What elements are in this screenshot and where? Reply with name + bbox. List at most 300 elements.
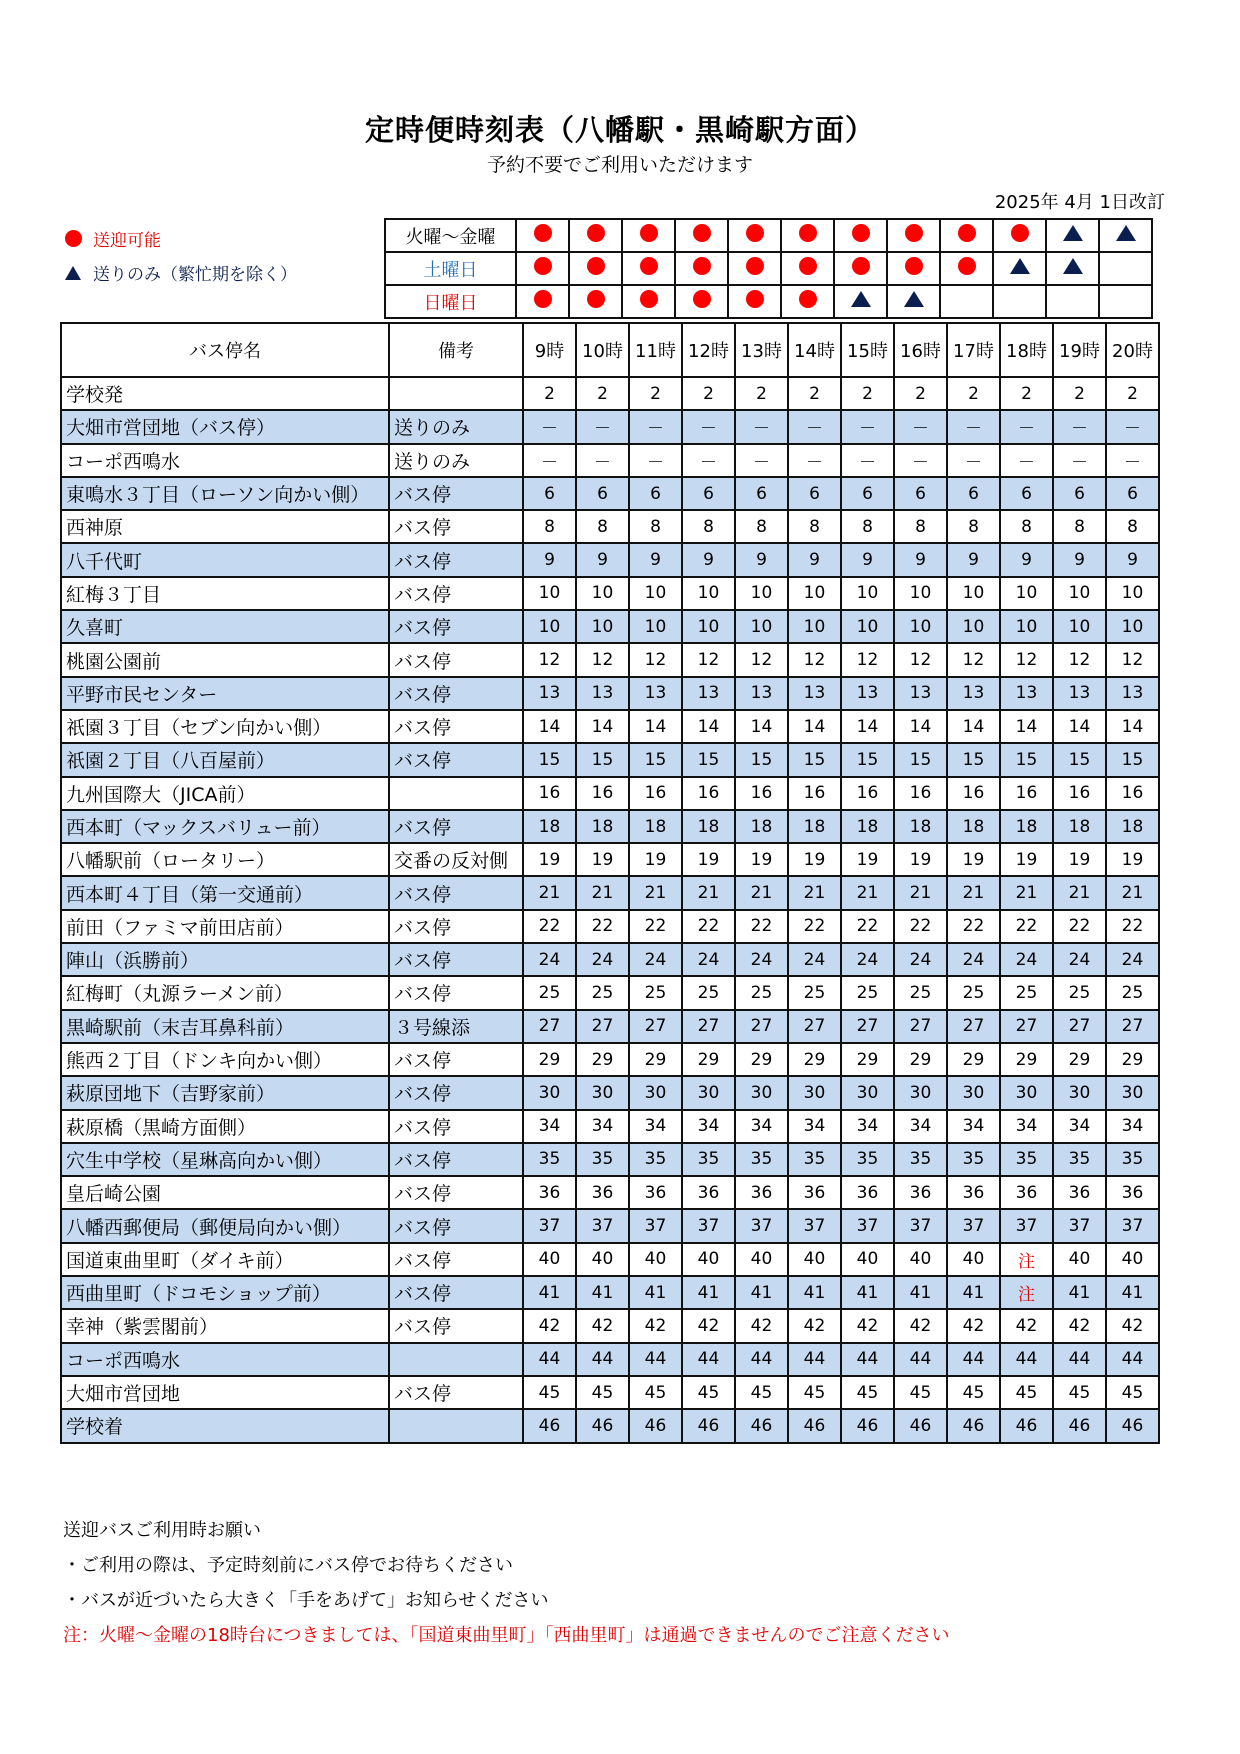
circle-icon [852, 257, 870, 275]
departure-minute: 34 [629, 1110, 682, 1143]
departure-minute: 36 [735, 1176, 788, 1209]
departure-minute: 37 [735, 1209, 788, 1242]
departure-minute: 34 [523, 1110, 576, 1143]
stop-name: 東鳴水３丁目（ローソン向かい側） [61, 477, 389, 510]
circle-icon [640, 224, 658, 242]
table-row [61, 743, 1159, 776]
departure-minute: 46 [735, 1409, 788, 1442]
stop-remarks [389, 377, 523, 410]
departure-minute: 19 [735, 843, 788, 876]
departure-minute: 21 [894, 876, 947, 909]
departure-minute: 36 [1106, 1176, 1159, 1209]
departure-minute: 36 [523, 1176, 576, 1209]
table-row [61, 543, 1159, 576]
departure-minute: 24 [841, 943, 894, 976]
departure-minute: 10 [576, 610, 629, 643]
departure-minute: 10 [576, 577, 629, 610]
departure-minute: 24 [1106, 943, 1159, 976]
departure-minute: 10 [1106, 610, 1159, 643]
departure-minute: 14 [629, 710, 682, 743]
departure-minute: 24 [1053, 943, 1106, 976]
column-header-hour: 9時 [523, 323, 576, 377]
departure-minute: 12 [682, 643, 735, 676]
departure-minute: 15 [523, 743, 576, 776]
service-cell [1099, 252, 1152, 285]
departure-minute: 29 [1106, 1043, 1159, 1076]
page-subtitle: 予約不要でご利用いただけます [486, 154, 753, 176]
departure-minute: 14 [523, 710, 576, 743]
departure-minute: 27 [682, 1010, 735, 1043]
departure-minute: 12 [894, 643, 947, 676]
departure-minute: 40 [947, 1243, 1000, 1276]
stop-name: 紅梅町（丸源ラーメン前） [61, 976, 389, 1009]
departure-minute: 27 [1053, 1010, 1106, 1043]
departure-minute: 9 [629, 543, 682, 576]
departure-minute: 45 [1053, 1376, 1106, 1409]
departure-minute: 12 [576, 643, 629, 676]
departure-minute: 35 [841, 1143, 894, 1176]
departure-minute: 29 [682, 1043, 735, 1076]
departure-minute: 15 [735, 743, 788, 776]
departure-minute: 36 [947, 1176, 1000, 1209]
departure-minute: － [1000, 444, 1053, 477]
departure-minute: 12 [629, 643, 682, 676]
departure-minute: － [629, 410, 682, 443]
departure-minute: 34 [735, 1110, 788, 1143]
stop-name: 紅梅３丁目 [61, 577, 389, 610]
page-title: 定時便時刻表（八幡駅・黒崎駅方面） [364, 113, 875, 147]
departure-minute: 42 [735, 1309, 788, 1342]
departure-minute: 19 [523, 843, 576, 876]
departure-minute: 14 [947, 710, 1000, 743]
departure-minute: 41 [735, 1276, 788, 1309]
departure-minute: 35 [523, 1143, 576, 1176]
departure-minute: 9 [788, 543, 841, 576]
departure-minute: 10 [894, 577, 947, 610]
departure-minute: 24 [1000, 943, 1053, 976]
circle-icon [799, 257, 817, 275]
departure-minute: 16 [576, 777, 629, 810]
departure-minute: 6 [1106, 477, 1159, 510]
departure-minute: 42 [682, 1309, 735, 1342]
service-cell [887, 252, 940, 285]
departure-minute: 27 [523, 1010, 576, 1043]
stop-remarks: バス停 [389, 743, 523, 776]
circle-icon [958, 257, 976, 275]
column-header-hour: 19時 [1053, 323, 1106, 377]
departure-minute: 10 [1106, 577, 1159, 610]
departure-minute: 44 [682, 1343, 735, 1376]
departure-minute: 46 [1106, 1409, 1159, 1442]
departure-minute: 41 [576, 1276, 629, 1309]
legend-label: 送りのみ（繁忙期を除く） [93, 265, 297, 285]
departure-minute: 13 [523, 677, 576, 710]
departure-minute: 15 [947, 743, 1000, 776]
departure-minute: 15 [894, 743, 947, 776]
stop-name: 幸神（紫雲閣前） [61, 1309, 389, 1342]
departure-minute: 24 [682, 943, 735, 976]
departure-minute: 21 [629, 876, 682, 909]
column-header-hour: 15時 [841, 323, 894, 377]
circle-icon [852, 224, 870, 242]
departure-minute: 42 [841, 1309, 894, 1342]
departure-minute: 13 [576, 677, 629, 710]
column-header-hour: 12時 [682, 323, 735, 377]
stop-remarks: バス停 [389, 610, 523, 643]
departure-minute: 41 [523, 1276, 576, 1309]
departure-minute: 21 [841, 876, 894, 909]
service-cell [1046, 219, 1099, 252]
departure-minute: 13 [735, 677, 788, 710]
departure-minute: 21 [735, 876, 788, 909]
stop-name: 黒崎駅前（末吉耳鼻科前） [61, 1010, 389, 1043]
departure-minute: 30 [788, 1076, 841, 1109]
departure-minute: 14 [682, 710, 735, 743]
departure-minute: 18 [523, 810, 576, 843]
service-cell [834, 285, 887, 318]
departure-minute: 34 [1000, 1110, 1053, 1143]
departure-minute: 46 [947, 1409, 1000, 1442]
departure-minute: 18 [576, 810, 629, 843]
stop-remarks: バス停 [389, 1309, 523, 1342]
stop-name: 学校発 [61, 377, 389, 410]
warning-mark: 注 [1000, 1276, 1053, 1309]
departure-minute: － [576, 410, 629, 443]
departure-minute: 12 [841, 643, 894, 676]
legend-label: 送迎可能 [93, 231, 161, 251]
departure-minute: 14 [735, 710, 788, 743]
departure-minute: 30 [1053, 1076, 1106, 1109]
service-cell [781, 219, 834, 252]
departure-minute: 36 [894, 1176, 947, 1209]
stop-name: 大畑市営団地 [61, 1376, 389, 1409]
service-day-label: 火曜〜金曜 [385, 219, 516, 252]
departure-minute: 9 [735, 543, 788, 576]
departure-minute: 22 [1106, 910, 1159, 943]
departure-minute: 16 [682, 777, 735, 810]
circle-icon [1011, 224, 1029, 242]
departure-minute: － [947, 444, 1000, 477]
stop-name: 祇園２丁目（八百屋前） [61, 743, 389, 776]
service-day-label: 日曜日 [385, 285, 516, 318]
departure-minute: 14 [1000, 710, 1053, 743]
departure-minute: 13 [894, 677, 947, 710]
service-days-table [384, 218, 1153, 319]
departure-minute: 42 [947, 1309, 1000, 1342]
departure-minute: 21 [576, 876, 629, 909]
departure-minute: 40 [576, 1243, 629, 1276]
departure-minute: 27 [788, 1010, 841, 1043]
departure-minute: 37 [788, 1209, 841, 1242]
table-row [61, 876, 1159, 909]
departure-minute: 34 [576, 1110, 629, 1143]
departure-minute: 6 [576, 477, 629, 510]
departure-minute: 44 [1106, 1343, 1159, 1376]
departure-minute: 12 [1106, 643, 1159, 676]
service-cell [781, 252, 834, 285]
service-day-label: 土曜日 [385, 252, 516, 285]
departure-minute: 40 [1053, 1243, 1106, 1276]
departure-minute: 45 [1106, 1376, 1159, 1409]
table-row [61, 444, 1159, 477]
departure-minute: 35 [894, 1143, 947, 1176]
circle-icon [587, 290, 605, 308]
departure-minute: 40 [523, 1243, 576, 1276]
departure-minute: 42 [1000, 1309, 1053, 1342]
departure-minute: 44 [1000, 1343, 1053, 1376]
departure-minute: 18 [629, 810, 682, 843]
column-header-hour: 14時 [788, 323, 841, 377]
stop-remarks: バス停 [389, 577, 523, 610]
departure-minute: 44 [1053, 1343, 1106, 1376]
departure-minute: 42 [1053, 1309, 1106, 1342]
stop-name: 萩原団地下（吉野家前） [61, 1076, 389, 1109]
departure-minute: 46 [894, 1409, 947, 1442]
departure-minute: 45 [841, 1376, 894, 1409]
departure-minute: 16 [1053, 777, 1106, 810]
departure-minute: 36 [629, 1176, 682, 1209]
circle-icon [905, 257, 923, 275]
departure-minute: － [523, 444, 576, 477]
departure-minute: 45 [894, 1376, 947, 1409]
departure-minute: 37 [629, 1209, 682, 1242]
table-row [61, 777, 1159, 810]
circle-icon [799, 290, 817, 308]
table-row [61, 1143, 1159, 1176]
departure-minute: 18 [735, 810, 788, 843]
circle-icon [534, 257, 552, 275]
departure-minute: 37 [947, 1209, 1000, 1242]
departure-minute: 29 [576, 1043, 629, 1076]
departure-minute: 15 [788, 743, 841, 776]
stop-remarks: バス停 [389, 1043, 523, 1076]
departure-minute: 22 [735, 910, 788, 943]
stop-name: 八幡駅前（ロータリー） [61, 843, 389, 876]
departure-minute: 27 [1000, 1010, 1053, 1043]
departure-minute: 13 [1053, 677, 1106, 710]
stop-remarks: バス停 [389, 1376, 523, 1409]
column-header-hour: 16時 [894, 323, 947, 377]
departure-minute: 2 [576, 377, 629, 410]
table-row [61, 377, 1159, 410]
departure-minute: 19 [841, 843, 894, 876]
departure-minute: 40 [841, 1243, 894, 1276]
departure-minute: 40 [788, 1243, 841, 1276]
table-row [61, 976, 1159, 1009]
departure-minute: 22 [894, 910, 947, 943]
service-cell [993, 252, 1046, 285]
table-row [61, 577, 1159, 610]
service-cell [675, 285, 728, 318]
departure-minute: 35 [788, 1143, 841, 1176]
service-cell [675, 219, 728, 252]
stop-remarks: 送りのみ [389, 410, 523, 443]
table-row [61, 677, 1159, 710]
stop-remarks: バス停 [389, 677, 523, 710]
departure-minute: 25 [947, 976, 1000, 1009]
departure-minute: 45 [576, 1376, 629, 1409]
departure-minute: 10 [1000, 577, 1053, 610]
departure-minute: 41 [1106, 1276, 1159, 1309]
departure-minute: 40 [894, 1243, 947, 1276]
departure-minute: 41 [947, 1276, 1000, 1309]
departure-minute: 29 [523, 1043, 576, 1076]
triangle-icon [1010, 258, 1030, 274]
stop-name: 皇后崎公園 [61, 1176, 389, 1209]
departure-minute: － [841, 410, 894, 443]
departure-minute: 15 [576, 743, 629, 776]
departure-minute: 9 [523, 543, 576, 576]
service-cell [1046, 285, 1099, 318]
departure-minute: 24 [576, 943, 629, 976]
departure-minute: 15 [1053, 743, 1106, 776]
circle-icon [958, 224, 976, 242]
circle-icon [640, 290, 658, 308]
departure-minute: 16 [788, 777, 841, 810]
departure-minute: 25 [629, 976, 682, 1009]
table-row [61, 510, 1159, 543]
service-cell [675, 252, 728, 285]
departure-minute: 21 [682, 876, 735, 909]
triangle-icon [1063, 225, 1083, 241]
table-row [61, 1043, 1159, 1076]
departure-minute: 10 [841, 610, 894, 643]
departure-minute: 12 [947, 643, 1000, 676]
departure-minute: 27 [735, 1010, 788, 1043]
table-row [61, 710, 1159, 743]
departure-minute: － [894, 410, 947, 443]
triangle-icon [904, 291, 924, 307]
stop-name: 九州国際大（JICA前） [61, 777, 389, 810]
table-row [61, 477, 1159, 510]
departure-minute: 15 [1000, 743, 1053, 776]
departure-minute: 12 [1000, 643, 1053, 676]
note-item: ・バスが近づいたら大きく「手をあげて」お知らせください [63, 1590, 549, 1611]
departure-minute: 25 [788, 976, 841, 1009]
departure-minute: 19 [576, 843, 629, 876]
departure-minute: 46 [1053, 1409, 1106, 1442]
departure-minute: 27 [629, 1010, 682, 1043]
departure-minute: 42 [523, 1309, 576, 1342]
departure-minute: － [682, 410, 735, 443]
departure-minute: 46 [523, 1409, 576, 1442]
departure-minute: 27 [841, 1010, 894, 1043]
departure-minute: 8 [788, 510, 841, 543]
departure-minute: － [1000, 410, 1053, 443]
table-row [61, 843, 1159, 876]
departure-minute: 30 [523, 1076, 576, 1109]
stop-name: 国道東曲里町（ダイキ前） [61, 1243, 389, 1276]
departure-minute: 42 [629, 1309, 682, 1342]
service-cell [993, 285, 1046, 318]
departure-minute: 37 [682, 1209, 735, 1242]
departure-minute: 22 [788, 910, 841, 943]
departure-minute: 45 [523, 1376, 576, 1409]
departure-minute: 42 [576, 1309, 629, 1342]
departure-minute: 41 [682, 1276, 735, 1309]
departure-minute: 19 [788, 843, 841, 876]
stop-remarks: 交番の反対側 [389, 843, 523, 876]
service-cell [940, 219, 993, 252]
departure-minute: 25 [576, 976, 629, 1009]
service-cell [781, 285, 834, 318]
departure-minute: 16 [841, 777, 894, 810]
departure-minute: 35 [1053, 1143, 1106, 1176]
departure-minute: 19 [1106, 843, 1159, 876]
departure-minute: 37 [576, 1209, 629, 1242]
departure-minute: 45 [735, 1376, 788, 1409]
stop-remarks: バス停 [389, 510, 523, 543]
stop-remarks: 送りのみ [389, 444, 523, 477]
departure-minute: 10 [735, 610, 788, 643]
service-cell [569, 219, 622, 252]
departure-minute: 44 [894, 1343, 947, 1376]
warning-mark: 注 [1000, 1243, 1053, 1276]
circle-icon [799, 224, 817, 242]
departure-minute: 19 [894, 843, 947, 876]
table-row [61, 910, 1159, 943]
departure-minute: 24 [788, 943, 841, 976]
departure-minute: 14 [841, 710, 894, 743]
table-row [61, 1076, 1159, 1109]
departure-minute: 14 [1106, 710, 1159, 743]
departure-minute: － [735, 410, 788, 443]
service-cell [622, 252, 675, 285]
departure-minute: 8 [894, 510, 947, 543]
departure-minute: 29 [947, 1043, 1000, 1076]
departure-minute: － [947, 410, 1000, 443]
stop-name: 穴生中学校（星琳高向かい側） [61, 1143, 389, 1176]
departure-minute: － [788, 410, 841, 443]
departure-minute: 40 [629, 1243, 682, 1276]
departure-minute: 24 [735, 943, 788, 976]
service-cell [516, 252, 569, 285]
departure-minute: 12 [735, 643, 788, 676]
departure-minute: 22 [947, 910, 1000, 943]
departure-minute: 35 [629, 1143, 682, 1176]
departure-minute: 9 [1000, 543, 1053, 576]
departure-minute: 29 [894, 1043, 947, 1076]
triangle-icon [1116, 225, 1136, 241]
stop-remarks: バス停 [389, 477, 523, 510]
departure-minute: 34 [894, 1110, 947, 1143]
departure-minute: 41 [894, 1276, 947, 1309]
departure-minute: 36 [576, 1176, 629, 1209]
stop-name: 西本町（マックスバリュー前） [61, 810, 389, 843]
table-row [61, 810, 1159, 843]
departure-minute: 15 [1106, 743, 1159, 776]
departure-minute: 16 [629, 777, 682, 810]
departure-minute: 34 [947, 1110, 1000, 1143]
departure-minute: 37 [1053, 1209, 1106, 1242]
departure-minute: 13 [788, 677, 841, 710]
table-row [61, 1209, 1159, 1242]
service-cell [1046, 252, 1099, 285]
departure-minute: 41 [629, 1276, 682, 1309]
departure-minute: 37 [841, 1209, 894, 1242]
timetable [60, 322, 1160, 1444]
departure-minute: 9 [1053, 543, 1106, 576]
departure-minute: 2 [1053, 377, 1106, 410]
service-row-tue-fri [385, 219, 1152, 252]
departure-minute: 21 [1106, 876, 1159, 909]
departure-minute: 45 [1000, 1376, 1053, 1409]
stop-remarks: バス停 [389, 1076, 523, 1109]
departure-minute: 21 [1000, 876, 1053, 909]
departure-minute: 2 [894, 377, 947, 410]
departure-minute: 10 [788, 610, 841, 643]
circle-icon [65, 230, 82, 247]
